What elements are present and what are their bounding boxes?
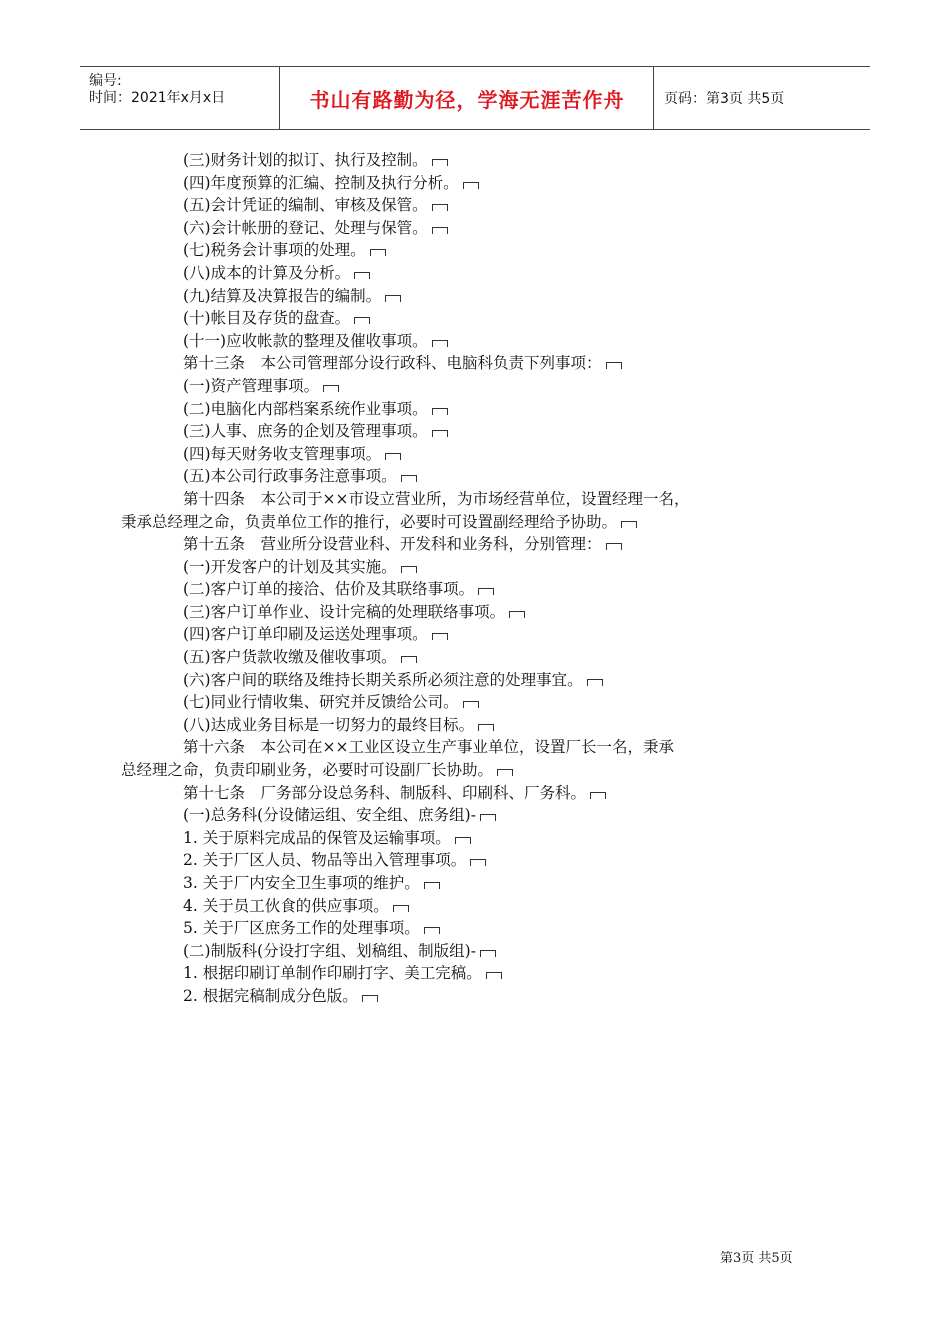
line-text: 1. 关于原料完成品的保管及运输事项。 bbox=[183, 828, 451, 847]
line-text: 第十三条 本公司管理部分设行政科、电脑科负责下列事项： bbox=[183, 354, 602, 373]
document-line bbox=[183, 375, 823, 398]
line-text: (八)达成业务目标是一切努力的最终目标。 bbox=[183, 715, 475, 734]
line-text: (七)同业行情收集、研究并反馈给公司。 bbox=[183, 693, 459, 712]
paragraph-mark-icon bbox=[424, 927, 440, 934]
paragraph-mark-icon bbox=[621, 521, 637, 528]
header-page-info: 页码：第3页 共5页 bbox=[664, 91, 785, 107]
document-line bbox=[183, 307, 823, 330]
document-line bbox=[183, 623, 823, 646]
page-header bbox=[80, 66, 870, 130]
line-text: (一)开发客户的计划及其实施。 bbox=[183, 557, 397, 576]
document-body bbox=[121, 149, 823, 1008]
line-text: (三)客户订单作业、设计完稿的处理联络事项。 bbox=[183, 602, 506, 621]
paragraph-mark-icon bbox=[370, 249, 386, 256]
line-text: (三)财务计划的拟订、执行及控制。 bbox=[183, 151, 428, 169]
paragraph-mark-icon bbox=[432, 408, 448, 415]
line-text: (五)客户货款收缴及催收事项。 bbox=[183, 648, 397, 667]
document-line bbox=[183, 669, 823, 692]
line-text: (三)人事、庶务的企划及管理事项。 bbox=[183, 422, 428, 441]
paragraph-mark-icon bbox=[509, 611, 525, 618]
paragraph-mark-icon bbox=[385, 295, 401, 302]
document-line bbox=[183, 239, 823, 262]
paragraph-mark-icon bbox=[463, 701, 479, 708]
line-text: (二)客户订单的接洽、估价及其联络事项。 bbox=[183, 580, 475, 599]
line-text: 2. 根据完稿制成分色版。 bbox=[183, 986, 358, 1005]
line-text: (七)税务会计事项的处理。 bbox=[183, 241, 366, 260]
document-line bbox=[183, 172, 823, 195]
line-text: (六)客户间的联络及维持长期关系所必须注意的处理事宜。 bbox=[183, 670, 583, 689]
time-label: 时间：2021年x月x日 bbox=[89, 90, 226, 106]
line-text: (四)年度预算的汇编、控制及执行分析。 bbox=[183, 173, 459, 192]
paragraph-mark-icon bbox=[606, 362, 622, 369]
paragraph-mark-icon bbox=[362, 995, 378, 1002]
document-line bbox=[183, 962, 823, 985]
line-text: 第十六条 本公司在××工业区设立生产事业单位，设置厂长一名，秉承 bbox=[183, 738, 674, 757]
paragraph-mark-icon bbox=[480, 950, 496, 957]
document-line bbox=[183, 398, 823, 421]
paragraph-mark-icon bbox=[323, 385, 339, 392]
paragraph-mark-icon bbox=[424, 882, 440, 889]
document-line bbox=[183, 714, 823, 737]
document-line bbox=[183, 646, 823, 669]
paragraph-mark-icon bbox=[401, 566, 417, 573]
line-text: (九)结算及决算报告的编制。 bbox=[183, 286, 382, 305]
paragraph-mark-icon bbox=[432, 159, 448, 166]
line-text: (二)电脑化内部档案系统作业事项。 bbox=[183, 399, 428, 418]
document-line bbox=[183, 443, 823, 466]
document-line bbox=[183, 691, 823, 714]
paragraph-mark-icon bbox=[401, 475, 417, 482]
document-line bbox=[183, 262, 823, 285]
line-text: 5. 关于厂区庶务工作的处理事项。 bbox=[183, 919, 420, 938]
document-line bbox=[183, 285, 823, 308]
document-line bbox=[183, 330, 823, 353]
document-line bbox=[183, 217, 823, 240]
paragraph-mark-icon bbox=[354, 272, 370, 279]
paragraph-mark-icon bbox=[463, 182, 479, 189]
document-line bbox=[183, 872, 823, 895]
document-line bbox=[183, 736, 823, 759]
paragraph-mark-icon bbox=[478, 724, 494, 731]
document-line bbox=[183, 352, 823, 375]
line-text: (五)会计凭证的编制、审核及保管。 bbox=[183, 196, 428, 215]
document-line bbox=[183, 917, 823, 940]
line-text: (一)资产管理事项。 bbox=[183, 376, 320, 395]
document-line bbox=[121, 511, 823, 534]
document-line bbox=[183, 488, 823, 511]
paragraph-mark-icon bbox=[432, 430, 448, 437]
code-label: 编号: bbox=[89, 73, 122, 89]
line-text: 2. 关于厂区人员、物品等出入管理事项。 bbox=[183, 851, 467, 870]
line-text: (八)成本的计算及分析。 bbox=[183, 263, 351, 282]
paragraph-mark-icon bbox=[401, 656, 417, 663]
paragraph-mark-icon bbox=[354, 317, 370, 324]
line-text: (四)每天财务收支管理事项。 bbox=[183, 444, 382, 463]
document-line bbox=[183, 465, 823, 488]
paragraph-mark-icon bbox=[587, 679, 603, 686]
document-line bbox=[183, 849, 823, 872]
document-line bbox=[183, 533, 823, 556]
line-text: (十)帐目及存货的盘查。 bbox=[183, 309, 351, 328]
document-line bbox=[183, 149, 823, 172]
line-text: 4. 关于员工伙食的供应事项。 bbox=[183, 896, 389, 915]
paragraph-mark-icon bbox=[455, 837, 471, 844]
paragraph-mark-icon bbox=[432, 227, 448, 234]
page-footer: 第3页 共5页 bbox=[720, 1251, 793, 1266]
document-line bbox=[183, 556, 823, 579]
document-line bbox=[121, 759, 823, 782]
document-line bbox=[183, 194, 823, 217]
document-line bbox=[183, 804, 823, 827]
line-text: 3. 关于厂内安全卫生事项的维护。 bbox=[183, 874, 420, 892]
line-text: (一)总务科(分设储运组、安全组、庶务组)- bbox=[183, 806, 476, 825]
document-line bbox=[183, 601, 823, 624]
paragraph-mark-icon bbox=[590, 792, 606, 799]
document-line bbox=[183, 578, 823, 601]
paragraph-mark-icon bbox=[385, 453, 401, 460]
line-text: (四)客户订单印刷及运送处理事项。 bbox=[183, 625, 428, 644]
line-text: 第十四条 本公司于××市设立营业所，为市场经营单位，设置经理一名， bbox=[183, 489, 690, 508]
header-left-cell bbox=[80, 67, 280, 129]
line-text: 秉承总经理之命，负责单位工作的推行，必要时可设置副经理给予协助。 bbox=[121, 512, 618, 531]
header-motto: 书山有路勤为径，学海无涯苦作舟 bbox=[281, 67, 654, 129]
document-line bbox=[183, 940, 823, 963]
document-line bbox=[183, 782, 823, 805]
paragraph-mark-icon bbox=[432, 204, 448, 211]
paragraph-mark-icon bbox=[470, 859, 486, 866]
line-text: (二)制版科(分设打字组、划稿组、制版组)- bbox=[183, 941, 476, 960]
line-text: (十一)应收帐款的整理及催收事项。 bbox=[183, 331, 428, 350]
document-line bbox=[183, 985, 823, 1008]
paragraph-mark-icon bbox=[486, 972, 502, 979]
paragraph-mark-icon bbox=[432, 633, 448, 640]
line-text: (五)本公司行政事务注意事项。 bbox=[183, 467, 397, 486]
line-text: 总经理之命，负责印刷业务，必要时可设副厂长协助。 bbox=[121, 761, 494, 780]
line-text: (六)会计帐册的登记、处理与保管。 bbox=[183, 218, 428, 237]
paragraph-mark-icon bbox=[393, 905, 409, 912]
document-line bbox=[183, 420, 823, 443]
document-line bbox=[183, 895, 823, 918]
line-text: 第十七条 厂务部分设总务科、制版科、印刷科、厂务科。 bbox=[183, 783, 587, 802]
paragraph-mark-icon bbox=[497, 769, 513, 776]
line-text: 第十五条 营业所分设营业科、开发科和业务科，分别管理： bbox=[183, 535, 602, 554]
document-line bbox=[183, 827, 823, 850]
paragraph-mark-icon bbox=[606, 543, 622, 550]
paragraph-mark-icon bbox=[480, 814, 496, 821]
paragraph-mark-icon bbox=[432, 340, 448, 347]
line-text: 1. 根据印刷订单制作印刷打字、美工完稿。 bbox=[183, 964, 482, 983]
paragraph-mark-icon bbox=[478, 588, 494, 595]
